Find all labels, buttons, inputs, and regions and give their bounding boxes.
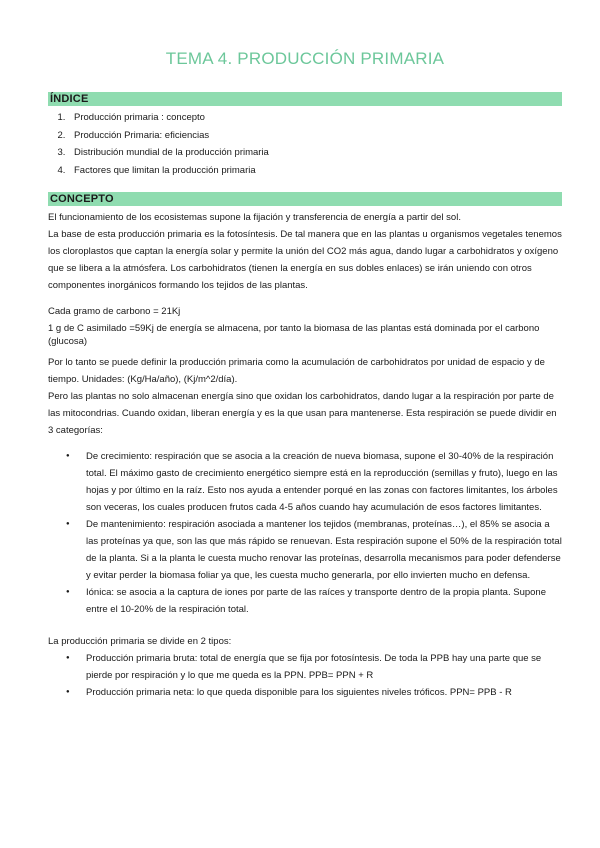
paragraph: Por lo tanto se puede definir la producción primaria como la acumulación de carbohidratos por unidad de espacio y de tiempo. Unidades: (Kg/Ha/año), (Kj/m^2/día).	[48, 357, 545, 385]
paragraph: El funcionamiento de los ecosistemas supone la fijación y transferencia de energía a partir del sol.	[48, 212, 461, 223]
index-list	[48, 109, 562, 179]
list-item: ● De mantenimiento: respiración asociada a mantener los tejidos (membranas, proteínas…), el 85% se asocia a las proteínas ya que, son las que más rápido se renuevan. Esta respiración supone el 50% de la respiración total de la planta. Si a la planta le cuesta mucho renovar las proteínas, desarrolla mecanismos para poder defenderse y evitar perder la biomasa foliar ya que, les cuesta mucho generarla, por ello invierten mucho en defensa.	[86, 516, 562, 584]
paragraph: Cada gramo de carbono = 21Kj	[48, 306, 181, 317]
page-title: TEMA 4. PRODUCCIÓN PRIMARIA	[165, 49, 445, 68]
list-item: ● De crecimiento: respiración que se asocia a la creación de nueva biomasa, supone el 30-40% de la respiración total. El máximo gasto de crecimiento energético siempre está en la reproducción (semillas y fruto), luego en las hojas y por último en la raíz. Esto nos ayuda a entender porqué en las zonas con factores limitantes, los árboles son veceras, los cuales producen frutos cada 4-5 años cuando hay acumulación de esos factores limitantes.	[86, 448, 562, 516]
list-item: 4. Factores que limitan la producción primaria	[68, 162, 562, 180]
list-item: 2. Producción Primaria: eficiencias	[68, 127, 562, 145]
section-heading-concepto: CONCEPTO	[48, 192, 562, 206]
list-item: 3. Distribución mundial de la producción primaria	[68, 144, 562, 162]
production-types-list	[48, 650, 562, 701]
section-heading-indice: ÍNDICE	[48, 92, 562, 106]
list-item: ● Producción primaria bruta: total de energía que se fija por fotosíntesis. De toda la PPB hay una parte que se pierde por respiración y lo que me queda es la PPN. PPB= PPN + R	[86, 650, 562, 684]
paragraph: 1 g de C asimilado =59Kj de energía se almacena, por tanto la biomasa de las plantas está dominada por el carbono (glucosa)	[48, 323, 540, 347]
paragraph: La base de esta producción primaria es la fotosíntesis. De tal manera que en las plantas u organismos vegetales tenemos los cloroplastos que captan la energía solar y permite la unión del CO2 más agua, dando lugar a carbohidratos y oxígeno que se libera a la atmósfera. Los carbohidratos (tienen la energía en sus dobles enlaces) se irán uniendo con otros componentes inorgánicos formando los tejidos de las plantas.	[48, 229, 562, 291]
respiration-list	[48, 448, 562, 618]
paragraph: Pero las plantas no solo almacenan energía sino que oxidan los carbohidratos, dando lugar a la respiración por parte de las mitocondrias. Cuando oxidan, liberan energía y es la que usan para mantenerse. Esta respiración se puede dividir en 3 categorías:	[48, 391, 557, 436]
list-item: ● Iónica: se asocia a la captura de iones por parte de las raíces y transporte dentro de la propia planta. Supone entre el 10-20% de la respiración total.	[86, 584, 562, 618]
paragraph: La producción primaria se divide en 2 tipos:	[48, 636, 232, 647]
list-item: 1. Producción primaria : concepto	[68, 109, 562, 127]
list-item: ● Producción primaria neta: lo que queda disponible para los siguientes niveles tróficos. PPN= PPB - R	[86, 684, 562, 701]
